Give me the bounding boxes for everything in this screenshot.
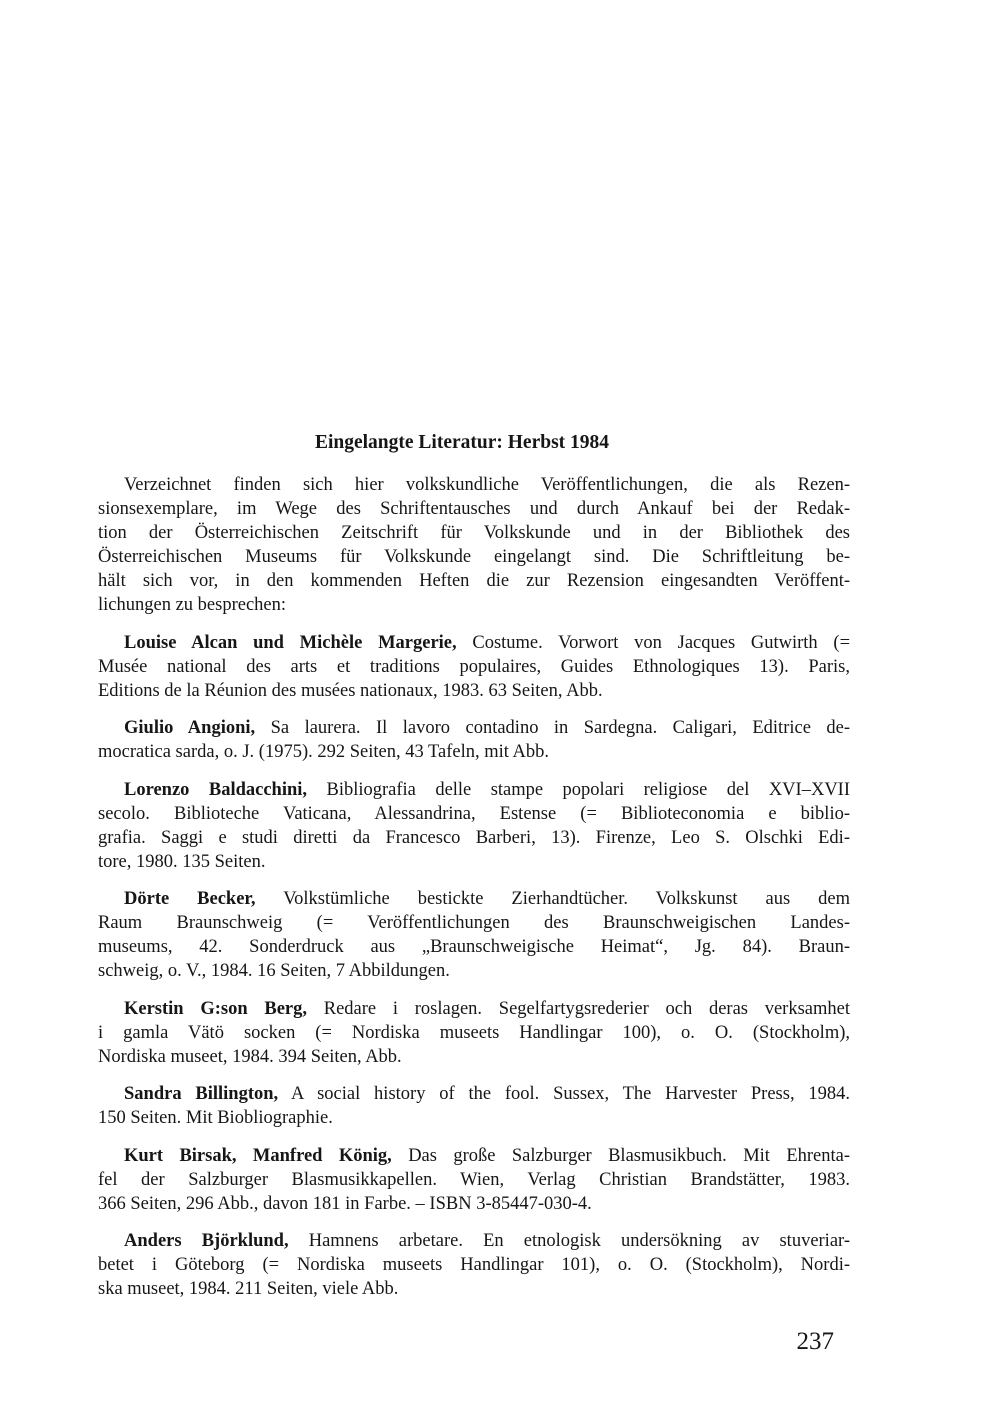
entry-first-line (98, 631, 850, 655)
entry-text: Hamnens arbetare. En etnologisk undersökning av stuveriar- (288, 1231, 850, 1251)
entry-author: Dörte Becker, (124, 889, 256, 909)
bibliography-entry (98, 1229, 850, 1301)
entry-author: Lorenzo Baldacchini, (124, 779, 308, 800)
entry-first-line (98, 1229, 850, 1253)
entry-author: Sandra Billington, (124, 1084, 279, 1104)
entry-text: Sa laurera. Il lavoro contadino in Sardegna. Caligari, Editrice de- (255, 718, 850, 738)
entry-line: 366 Seiten, 296 Abb., davon 181 in Farbe. – ISBN 3-85447-030-4. (98, 1193, 592, 1214)
entry-text: Bibliografia delle stampe popolari religiose del XVI–XVII (307, 779, 850, 800)
entry-line: 150 Seiten. Mit Biobliographie. (98, 1108, 333, 1128)
entry-line: mocratica sarda, o. J. (1975). 292 Seiten, 43 Tafeln, mit Abb. (98, 742, 550, 762)
bibliography-entry (98, 716, 850, 764)
entry-text: A social history of the fool. Sussex, The Harvester Press, 1984. (278, 1084, 850, 1104)
entry-line: Musée national des arts et traditions populaires, Guides Ethnologiques 13). Paris, (98, 656, 850, 677)
intro-line: Verzeichnet finden sich hier volkskundliche Veröffentlichungen, die als Rezen- (124, 475, 850, 495)
entry-line: Nordiska museet, 1984. 394 Seiten, Abb. (98, 1046, 402, 1067)
bibliography-entry (98, 631, 850, 703)
entry-text: Redare i roslagen. Segelfartygsrederier och deras verksamhet (307, 998, 850, 1019)
intro-line: sionsexemplare, im Wege des Schriftentausches und durch Ankauf bei der Redak- (98, 499, 850, 519)
entry-first-line (98, 997, 850, 1021)
page-content (98, 0, 850, 1356)
page-number: 237 (796, 1328, 834, 1355)
entry-line: museums, 42. Sonderdruck aus „Braunschweigische Heimat“, Jg. 84). Braun- (98, 937, 850, 957)
intro-line: tion der Österreichischen Zeitschrift für Volkskunde und in der Bibliothek des (98, 523, 850, 543)
entry-first-line (98, 716, 850, 740)
entry-text: Volkstümliche bestickte Zierhandtücher. Volkskunst aus dem (255, 889, 850, 909)
bibliography-entry (98, 887, 850, 983)
bibliography-entry (98, 997, 850, 1069)
entry-first-line (98, 1144, 850, 1168)
entry-line: grafia. Saggi e studi diretti da Francesco Barberi, 13). Firenze, Leo S. Olschki Edi- (98, 827, 850, 848)
section-title: Eingelangte Literatur: Herbst 1984 (314, 432, 610, 453)
entry-author: Kurt Birsak, Manfred König, (124, 1145, 392, 1166)
entry-line: Raum Braunschweig (= Veröffentlichungen des Braunschweigischen Landes- (98, 913, 850, 933)
intro-line: Österreichischen Museums für Volkskunde eingelangt sind. Die Schriftleitung be- (98, 547, 850, 567)
entry-line: betet i Göteborg (= Nordiska museets Handlingar 101), o. O. (Stockholm), Nordi- (98, 1255, 850, 1275)
entry-line: secolo. Biblioteche Vaticana, Alessandrina, Estense (= Biblioteconomia e biblio- (98, 803, 850, 824)
entry-text: Costume. Vorwort von Jacques Gutwirth (= (456, 632, 850, 653)
entry-author: Louise Alcan und Michèle Margerie, (124, 632, 457, 653)
bibliography-list (98, 631, 850, 1302)
intro-line: lichungen zu besprechen: (98, 595, 287, 615)
entry-line: Editions de la Réunion des musées nationaux, 1983. 63 Seiten, Abb. (98, 680, 603, 701)
entry-line: fel der Salzburger Blasmusikkapellen. Wien, Verlag Christian Brandstätter, 1983. (98, 1169, 850, 1190)
entry-line: i gamla Vätö socken (= Nordiska museets Handlingar 100), o. O. (Stockholm), (98, 1022, 850, 1043)
intro-paragraph (98, 473, 850, 617)
entry-author: Giulio Angioni, (124, 718, 256, 738)
entry-text: Das große Salzburger Blasmusikbuch. Mit Ehrenta- (391, 1145, 851, 1166)
bibliography-entry (98, 778, 850, 874)
entry-first-line (98, 778, 850, 802)
entry-author: Anders Björklund, (124, 1231, 289, 1251)
entry-first-line (98, 1082, 850, 1106)
entry-line: ska museet, 1984. 211 Seiten, viele Abb. (98, 1279, 399, 1299)
intro-line: hält sich vor, in den kommenden Heften die zur Rezension eingesandten Veröffent- (98, 571, 850, 591)
entry-first-line (98, 887, 850, 911)
entry-line: tore, 1980. 135 Seiten. (98, 851, 266, 872)
entry-line: schweig, o. V., 1984. 16 Seiten, 7 Abbildungen. (98, 961, 450, 981)
entry-author: Kerstin G:son Berg, (124, 998, 308, 1019)
bibliography-entry (98, 1144, 850, 1216)
bibliography-entry (98, 1082, 850, 1130)
